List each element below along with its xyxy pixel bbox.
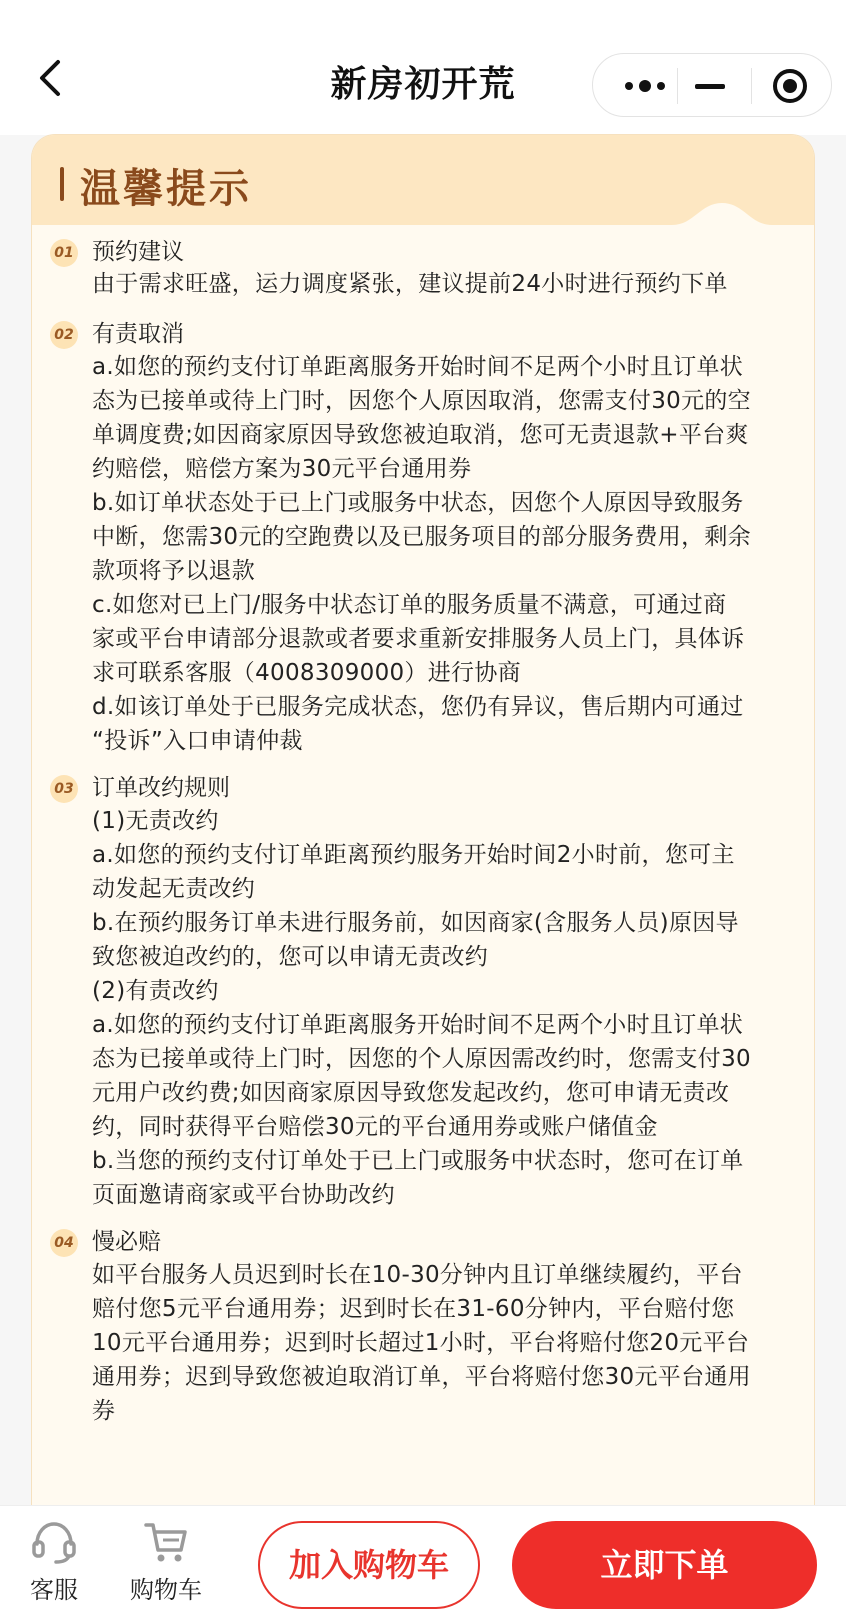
body-line: 页面邀请商家或平台协助改约 <box>92 1182 395 1208</box>
section-body <box>92 804 772 1212</box>
minimize-icon[interactable] <box>693 74 729 98</box>
miniprogram-capsule <box>592 53 832 117</box>
section-number-badge: 03 <box>50 775 78 803</box>
body-line: 中断，您需30元的空跑费以及已服务项目的部分服务费用，剩余 <box>92 524 751 550</box>
body-line: 约，同时获得平台赔偿30元的平台通用券或账户储值金 <box>92 1114 658 1140</box>
section-title: 预约建议 <box>92 239 184 265</box>
customer-service-tab[interactable] <box>14 1520 94 1605</box>
body-line: 如平台服务人员迟到时长在10-30分钟内且订单继续履约，平台 <box>92 1262 743 1288</box>
body-line: 赔付您5元平台通用券；迟到时长在31-60分钟内，平台赔付您 <box>92 1296 735 1322</box>
body-line: b.在预约服务订单未进行服务前，如因商家(含服务人员)原因导 <box>92 910 739 936</box>
section-body <box>92 1258 772 1428</box>
add-to-cart-button[interactable]: 加入购物车 <box>258 1521 480 1609</box>
body-line: 态为已接单或待上门时，因您的个人原因需改约时，您需支付30 <box>92 1046 751 1072</box>
body-line: 动发起无责改约 <box>92 876 256 902</box>
shopping-cart-icon <box>143 1520 189 1564</box>
body-line: 单调度费;如因商家原因导致您被迫取消，您可无责退款+平台爽 <box>92 422 749 448</box>
section-number-badge: 04 <box>50 1229 78 1257</box>
body-line: 元用户改约费;如因商家原因导致您发起改约，您可申请无责改 <box>92 1080 730 1106</box>
page-title: 新房初开荒 <box>330 64 516 105</box>
header-accent-bar <box>60 167 64 201</box>
body-line: 券 <box>92 1398 116 1424</box>
body-line: 由于需求旺盛，运力调度紧张，建议提前24小时进行预约下单 <box>92 271 728 297</box>
tips-card <box>31 134 815 1514</box>
cart-tab[interactable] <box>126 1520 206 1605</box>
body-line: 约赔偿，赔偿方案为30元平台通用券 <box>92 456 472 482</box>
capsule-divider <box>677 68 678 104</box>
body-line: b.当您的预约支付订单处于已上门或服务中状态时，您可在订单 <box>92 1148 744 1174</box>
section-number-badge: 01 <box>50 239 78 267</box>
body-line: “投诉”入口申请仲裁 <box>92 728 303 754</box>
body-line: (1)无责改约 <box>92 808 219 834</box>
body-line: c.如您对已上门/服务中状态订单的服务质量不满意，可通过商 <box>92 592 727 618</box>
body-line: a.如您的预约支付订单距离服务开始时间不足两个小时且订单状 <box>92 354 744 380</box>
order-now-button[interactable]: 立即下单 <box>512 1521 817 1609</box>
close-target-icon[interactable] <box>771 67 809 105</box>
nav-bar <box>0 0 846 135</box>
body-line: 款项将予以退款 <box>92 558 256 584</box>
more-dots-icon[interactable] <box>621 74 673 98</box>
body-line: b.如订单状态处于已上门或服务中状态，因您个人原因导致服务 <box>92 490 744 516</box>
customer-service-label: 客服 <box>30 1576 78 1604</box>
section-title: 有责取消 <box>92 321 184 347</box>
body-line: (2)有责改约 <box>92 978 219 1004</box>
section-title: 订单改约规则 <box>92 775 230 801</box>
body-line: 致您被迫改约的，您可以申请无责改约 <box>92 944 489 970</box>
tips-card-header <box>32 135 815 225</box>
tips-header-title: 温馨提示 <box>80 166 252 212</box>
section-body <box>92 350 772 758</box>
section-body <box>92 267 772 301</box>
body-line: 家或平台申请部分退款或者要求重新安排服务人员上门，具体诉 <box>92 626 745 652</box>
body-line: a.如您的预约支付订单距离预约服务开始时间2小时前，您可主 <box>92 842 735 868</box>
section-number-badge: 02 <box>50 321 78 349</box>
body-line: 求可联系客服（4008309000）进行协商 <box>92 660 521 686</box>
headset-icon <box>31 1520 77 1564</box>
section-title: 慢必赔 <box>92 1229 161 1255</box>
body-line: 通用券；迟到导致您被迫取消订单，平台将赔付您30元平台通用 <box>92 1364 751 1390</box>
body-line: 10元平台通用券；迟到时长超过1小时，平台将赔付您20元平台 <box>92 1330 750 1356</box>
bottom-action-bar <box>0 1505 846 1623</box>
body-line: d.如该订单处于已服务完成状态，您仍有异议，售后期内可通过 <box>92 694 744 720</box>
body-line: 态为已接单或待上门时，因您个人原因取消，您需支付30元的空 <box>92 388 751 414</box>
body-line: a.如您的预约支付订单距离服务开始时间不足两个小时且订单状 <box>92 1012 744 1038</box>
cart-label: 购物车 <box>130 1576 202 1604</box>
capsule-divider <box>751 68 752 104</box>
